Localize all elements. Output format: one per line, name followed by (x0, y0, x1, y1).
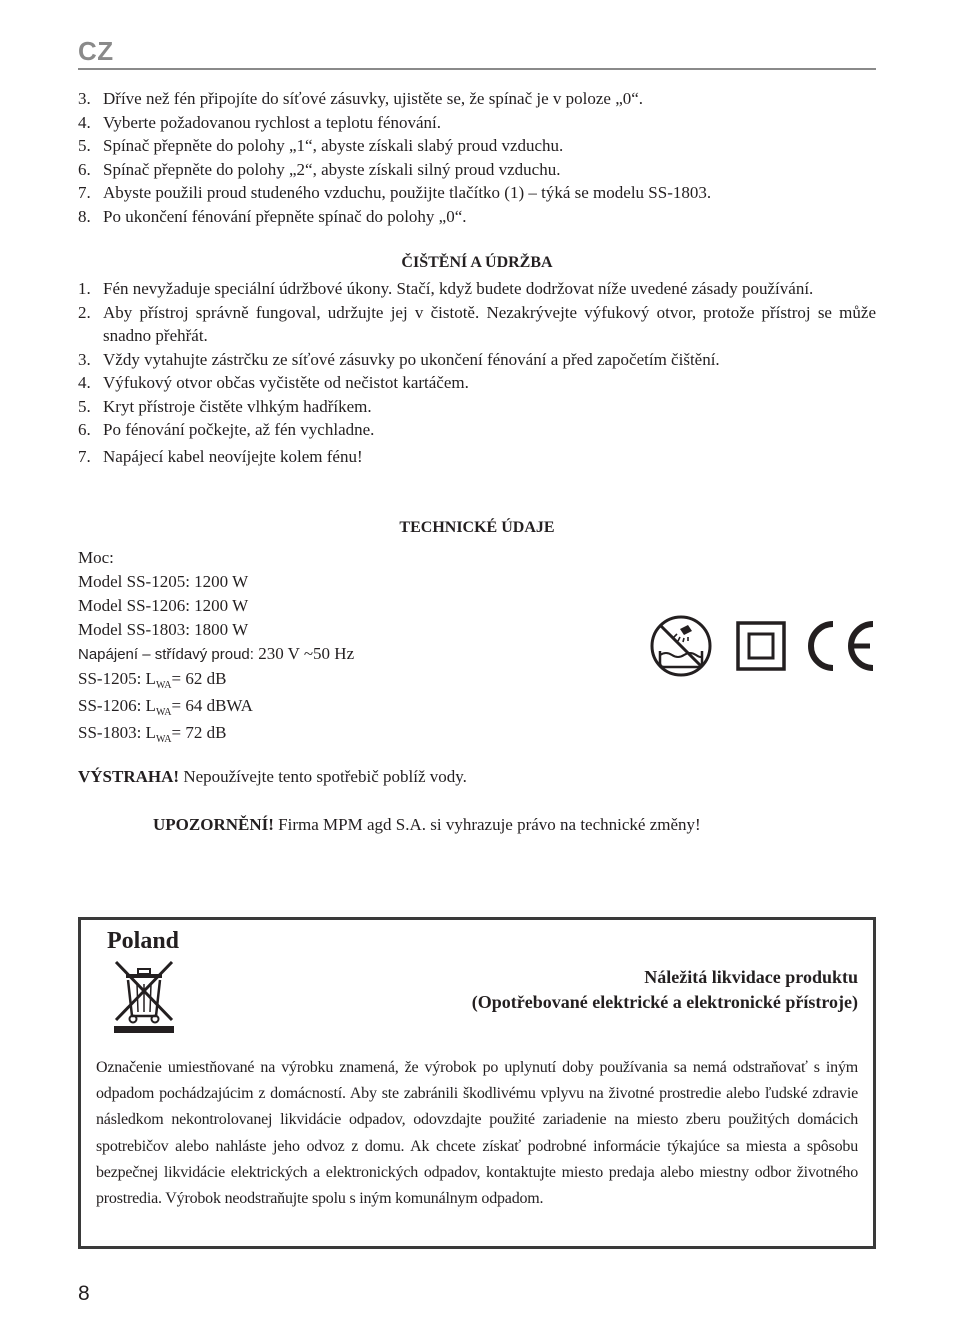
list-item: 7. Napájecí kabel neovíjejte kolem fénu! (78, 446, 363, 466)
list-item: 1. Fén nevyžaduje speciální údržbové úkony. Stačí, když budete dodržovat níže uvedené zásady používání. (78, 279, 814, 298)
no-water-bath-icon (652, 617, 710, 675)
noise-line: SS-1205: $L_{WA}= 62$ dB (78, 669, 227, 691)
list-item: 3. Dříve než fén připojíte do síťové zásuvky, ujistěte se, že spínač je v poloze „0“. (78, 89, 644, 108)
list-item: 4. Vyberte požadovanou rychlost a teplotu fénování. (78, 112, 442, 132)
usage-list (78, 87, 876, 228)
list-item: 6. Po fénování počkejte, až fén vychladne. (78, 420, 375, 439)
list-item: 6. Spínač přepněte do polohy „2“, abyste získali silný proud vzduchu. (78, 159, 561, 179)
disposal-country: Poland (107, 928, 180, 954)
crossed-bin-icon (110, 956, 178, 1034)
list-item: 4. Výfukový otvor občas vyčistěte od nečistot kartáčem. (78, 373, 469, 392)
list-item: 7. Abyste použili proud studeného vzduchu, použijte tlačítko (1) – týká se modelu SS-1803. (78, 183, 712, 202)
list-item: 2. Aby přístroj správně fungoval, udržujte jej v čistotě. Nezakrývejte výfukový otvor, protože přístroj se může snadno přehřát. (78, 302, 876, 345)
ce-mark-icon (811, 624, 873, 668)
disposal-heading: Náležitá likvidace produktu (Opotřebované elektrické a elektronické přístroje) (471, 967, 858, 1012)
model-power: Model SS-1205: 1200 W (78, 572, 249, 591)
power-label: Moc: (78, 548, 114, 567)
notice-line: UPOZORNĚNÍ! Firma MPM agd S.A. si vyhrazuje právo na technické změny! (153, 815, 701, 834)
model-power: Model SS-1206: 1200 W (78, 596, 249, 615)
warning-line: VÝSTRAHA! Nepoužívejte tento spotřebič poblíž vody. (78, 767, 467, 786)
certification-icons (650, 615, 876, 677)
disposal-text: Označenie umiestňované na výrobku znamená, že výrobok po uplynutí doby používania sa nemá odstraňovať s iným odpadom pochádzajúcim z domácností. Aby ste zabránili škodlivému vplyvu na životné prostredie alebo ľudské zdravie následkom nekontrolovanej likvidácie odpadov, odovzdajte použité zariadenie na miesto zberu použitých domácich spotrebičov alebo nahláste jeho odvoz z domu. Ak chcete získať podrobné informácie týkajúce sa miesta a spôsobu bezpečnej likvidácie elektrických a elektronických odpadov, kontaktujte miesto predaja alebo miestny odbor životného prostredia. Výrobok neodstraňujte spolu s iným komunálnym odpadom. (96, 1059, 858, 1208)
supply-line: Napájení – střídavý proud: 230 V ~50 Hz (78, 644, 355, 663)
tech-heading: TECHNICKÉ ÚDAJE (399, 519, 555, 536)
class-ii-double-square-icon (738, 623, 784, 669)
tech-specs (78, 546, 354, 748)
model-power: Model SS-1803: 1800 W (78, 620, 249, 639)
cleaning-heading: ČIŠTĚNÍ A ÚDRŽBA (401, 254, 553, 271)
noise-line: SS-1803: $L_{WA}= 72$ dB (78, 723, 227, 745)
language-header: CZ (78, 36, 114, 66)
header-rule (78, 68, 876, 70)
list-item: 3. Vždy vytahujte zástrčku ze síťové zásuvky po ukončení fénování a před započetím čištění. (78, 349, 720, 369)
list-item: 8. Po ukončení fénování přepněte spínač do polohy „0“. (78, 206, 467, 226)
list-item: 5. Kryt přístroje čistěte vlhkým hadříkem. (78, 396, 372, 416)
cleaning-list (78, 277, 876, 468)
noise-line: SS-1206: $L_{WA}= 64$ dBWA (78, 696, 253, 718)
page-number: 8 (78, 1282, 90, 1305)
list-item: 5. Spínač přepněte do polohy „1“, abyste získali slabý proud vzduchu. (78, 136, 564, 155)
